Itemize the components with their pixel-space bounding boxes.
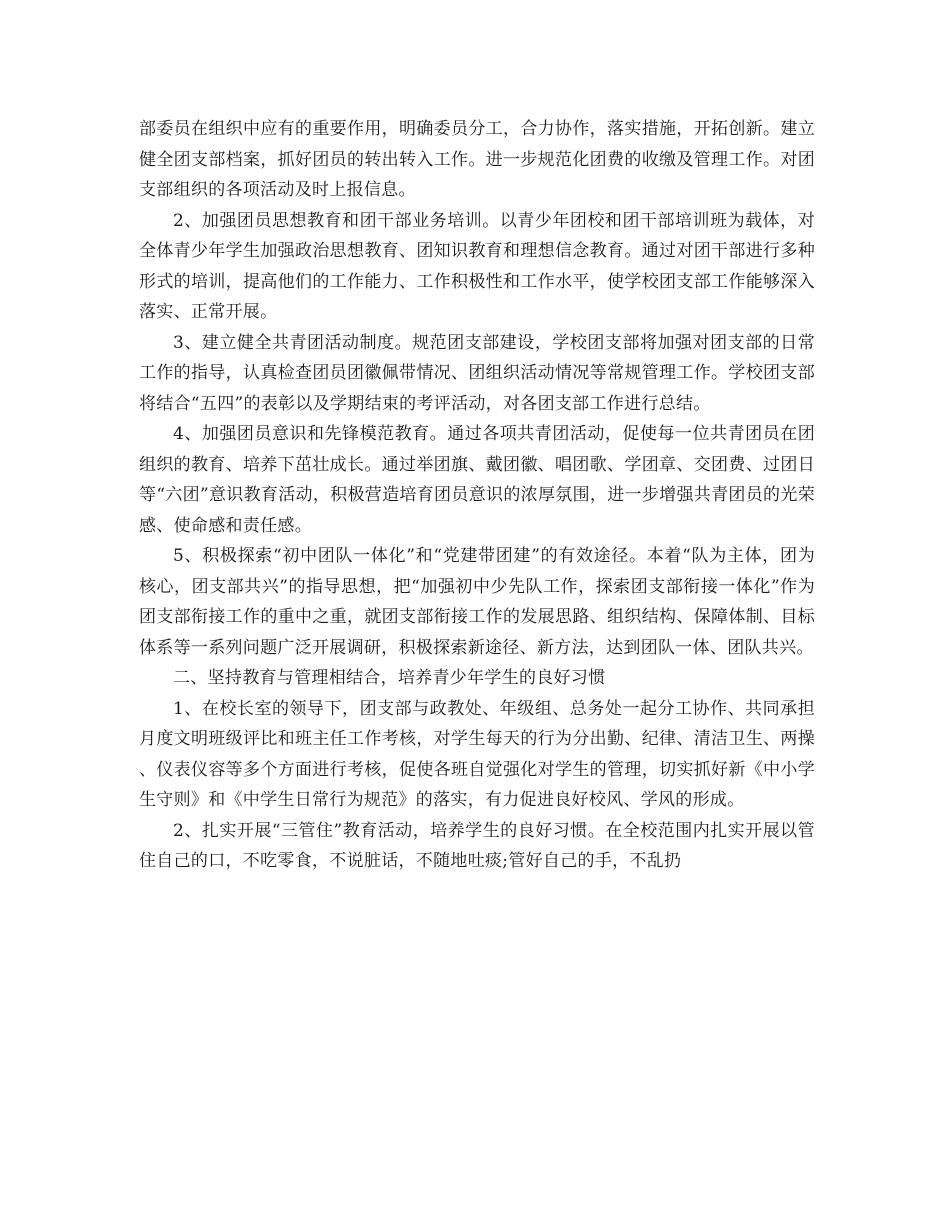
document-body <box>139 114 815 877</box>
paragraph-6: 1、在校长室的领导下，团支部与政教处、年级组、总务处一起分工协作、共同承担月度文明班级评比和班主任工作考核，对学生每天的行为分出勤、纪律、清洁卫生、两操、仪表仪容等多个方面进行考核，促使各班自觉强化对学生的管理，切实抓好新《中小学生守则》和《中学生日常行为规范》的落实，有力促进良好校风、学风的形成。 <box>139 698 815 810</box>
paragraph-5: 5、积极探索“初中团队一体化”和“党建带团建”的有效途径。本着“队为主体，团为核心，团支部共兴”的指导思想，把“加强初中少先队工作，探索团支部衔接一体化”作为团支部衔接工作的重中之重，就团支部衔接工作的发展思路、组织结构、保障体制、目标体系等一系列问题广泛开展调研，积极探索新途径、新方法，达到团队一体、团队共兴。 <box>139 546 815 658</box>
paragraph-3: 3、建立健全共青团活动制度。规范团支部建设，学校团支部将加强对团支部的日常工作的指导，认真检查团员团徽佩带情况、团组织活动情况等常规管理工作。学校团支部将结合“五四”的表彰以及学期结束的考评活动，对各团支部工作进行总结。 <box>139 332 815 414</box>
paragraph-2: 2、加强团员思想教育和团干部业务培训。以青少年团校和团干部培训班为载体，对全体青少年学生加强政治思想教育、团知识教育和理想信念教育。通过对团干部进行多种形式的培训，提高他们的工作能力、工作积极性和工作水平，使学校团支部工作能够深入落实、正常开展。 <box>139 210 815 322</box>
paragraph-4: 4、加强团员意识和先锋模范教育。通过各项共青团活动，促使每一位共青团员在团组织的教育、培养下茁壮成长。通过举团旗、戴团徽、唱团歌、学团章、交团费、过团日等“六团”意识教育活动，积极营造培育团员意识的浓厚氛围，进一步增强共青团员的光荣感、使命感和责任感。 <box>139 424 815 536</box>
paragraph-7: 2、扎实开展“三管住”教育活动，培养学生的良好习惯。在全校范围内扎实开展以管住自己的口，不吃零食，不说脏话，不随地吐痰;管好自己的手，不乱扔 <box>139 820 815 871</box>
paragraph-1: 部委员在组织中应有的重要作用，明确委员分工，合力协作，落实措施，开拓创新。建立健全团支部档案，抓好团员的转出转入工作。进一步规范化团费的收缴及管理工作。对团支部组织的各项活动及时上报信息。 <box>139 119 815 200</box>
section-heading: 二、坚持教育与管理相结合，培养青少年学生的良好习惯 <box>173 668 606 688</box>
